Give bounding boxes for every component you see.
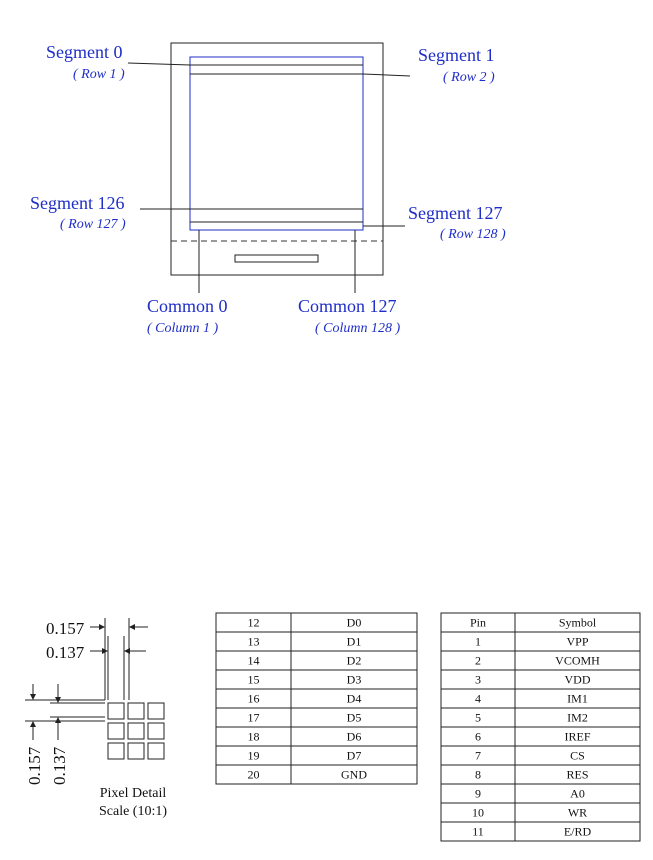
pin-symbol-cell: D5 (346, 710, 362, 725)
pixel-cell (128, 723, 144, 739)
pin-number-cell: 17 (247, 710, 260, 725)
row-2-label: ( Row 2 ) (443, 70, 495, 85)
pin-number-cell: 10 (472, 805, 484, 820)
pin-number-cell: 9 (475, 786, 481, 801)
segment-1-leader (363, 74, 410, 76)
pitch-v-dimension-label: 0.157 (25, 746, 44, 785)
pin-symbol-cell: CS (570, 748, 585, 763)
pixel-cell (108, 703, 124, 719)
pin-symbol-cell: D3 (346, 672, 362, 687)
symbol-column-header: Symbol (558, 615, 597, 630)
pin-number-cell: 2 (475, 653, 481, 668)
pin-number-cell: 8 (475, 767, 481, 782)
pin-number-cell: 16 (247, 691, 260, 706)
pixel-cell (148, 723, 164, 739)
pixel-cell (148, 743, 164, 759)
segment-0-label: Segment 0 (46, 42, 123, 62)
pin-symbol-cell: IREF (564, 729, 591, 744)
pin-number-cell: 14 (247, 653, 260, 668)
pin-symbol-cell: D4 (346, 691, 362, 706)
active-area (190, 57, 363, 230)
pin-number-cell: 19 (247, 748, 260, 763)
pixel-cell (148, 703, 164, 719)
pixel-cell (128, 703, 144, 719)
pin-number-cell: 15 (247, 672, 260, 687)
pitch-v-arrowhead-bottom (30, 721, 36, 727)
pixel-detail (25, 618, 167, 819)
row-127-label: ( Row 127 ) (60, 217, 126, 232)
pin-number-cell: 1 (475, 634, 481, 649)
pixel-cell (108, 723, 124, 739)
pin-number-cell: 3 (475, 672, 481, 687)
pin-symbol-cell: IM1 (567, 691, 588, 706)
row-1-label: ( Row 1 ) (73, 67, 125, 82)
pin-symbol-cell: D1 (346, 634, 362, 649)
pin-number-cell: 6 (475, 729, 481, 744)
pin-symbol-cell: IM2 (567, 710, 588, 725)
size-v-dimension-label: 0.137 (50, 746, 69, 785)
column-1-label: ( Column 1 ) (147, 321, 219, 336)
size-dimension-label: 0.137 (46, 643, 85, 662)
ic-outline (235, 255, 318, 262)
pin-symbol-cell: A0 (570, 786, 585, 801)
size-arrowhead-right (124, 648, 130, 654)
pixel-detail-scale: Scale (10:1) (98, 804, 168, 819)
pixel-cell (108, 743, 124, 759)
pin-number-cell: 5 (475, 710, 481, 725)
pin-table-left (216, 613, 417, 784)
common-127-label: Common 127 (298, 296, 397, 316)
size-v-arrowhead-bottom (55, 717, 61, 723)
row-128-label: ( Row 128 ) (440, 227, 506, 242)
module-outline (171, 43, 383, 275)
pin-number-cell: 13 (247, 634, 260, 649)
display-outline (30, 42, 506, 336)
pin-symbol-cell: D6 (346, 729, 362, 744)
pin-symbol-cell: VPP (566, 634, 589, 649)
pitch-dimension-label: 0.157 (46, 619, 85, 638)
pin-number-cell: 4 (475, 691, 481, 706)
segment-0-leader (128, 63, 190, 65)
pixel-cell (128, 743, 144, 759)
table-border (216, 613, 417, 784)
pin-table-right (441, 613, 640, 841)
pin-symbol-cell: E/RD (563, 824, 592, 839)
pixel-grid (108, 703, 164, 759)
pitch-arrowhead-right (129, 624, 135, 630)
common-0-label: Common 0 (147, 296, 228, 316)
pin-column-header: Pin (469, 615, 487, 630)
segment-1-label: Segment 1 (418, 45, 495, 65)
segment-127-label: Segment 127 (408, 203, 503, 223)
pin-symbol-cell: RES (566, 767, 589, 782)
pin-number-cell: 7 (475, 748, 481, 763)
pin-symbol-cell: VCOMH (555, 653, 600, 668)
pin-symbol-cell: D0 (346, 615, 362, 630)
pin-symbol-cell: VDD (564, 672, 591, 687)
pin-symbol-cell: D2 (346, 653, 362, 668)
pitch-v-arrowhead-top (30, 694, 36, 700)
pin-symbol-cell: GND (341, 767, 367, 782)
pin-number-cell: 12 (247, 615, 260, 630)
pin-number-cell: 18 (247, 729, 260, 744)
pin-symbol-cell: WR (567, 805, 588, 820)
pin-symbol-cell: D7 (346, 748, 362, 763)
pin-number-cell: 20 (247, 767, 260, 782)
column-128-label: ( Column 128 ) (315, 321, 401, 336)
pixel-detail-caption: Pixel Detail (99, 786, 167, 801)
segment-126-label: Segment 126 (30, 193, 125, 213)
pin-number-cell: 11 (472, 824, 484, 839)
pitch-arrowhead-left (99, 624, 105, 630)
